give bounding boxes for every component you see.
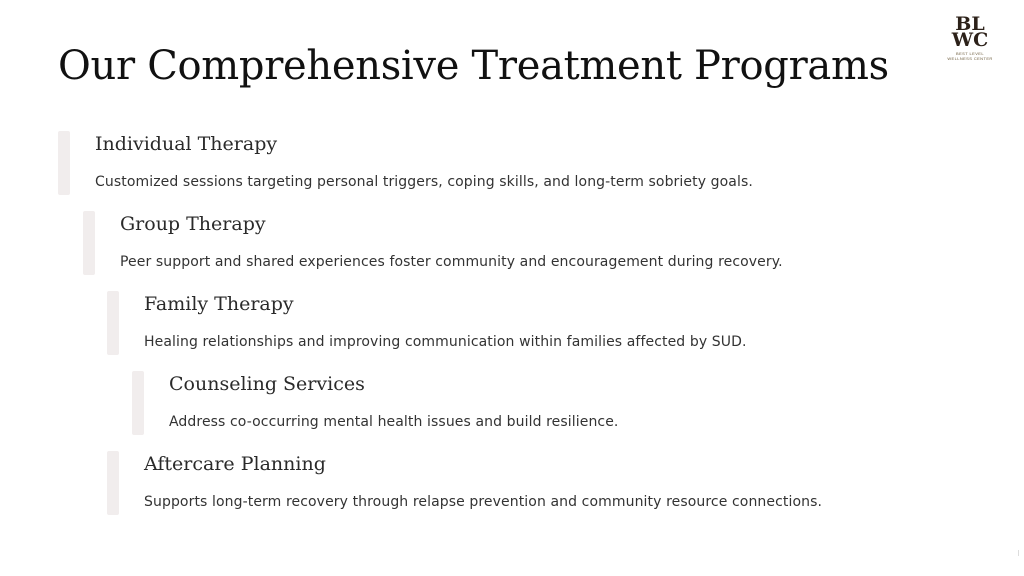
corner-divider — [1018, 550, 1019, 556]
program-title: Counseling Services — [169, 373, 365, 395]
program-accent-bar — [83, 211, 95, 275]
program-description: Customized sessions targeting personal triggers, coping skills, and long-term sobriety goals. — [95, 174, 753, 190]
program-title: Aftercare Planning — [144, 453, 326, 475]
program-accent-bar — [107, 291, 119, 355]
logo-subtitle-line1: BEST LEVEL — [956, 51, 984, 56]
program-title: Group Therapy — [120, 213, 266, 235]
page-title: Our Comprehensive Treatment Programs — [58, 43, 889, 89]
logo-subtitle — [940, 51, 1000, 61]
program-description: Peer support and shared experiences foster community and encouragement during recovery. — [120, 254, 783, 270]
program-accent-bar — [58, 131, 70, 195]
program-description: Healing relationships and improving communication within families affected by SUD. — [144, 334, 747, 350]
logo-monogram — [940, 13, 1000, 51]
logo-letters-bottom: WC — [951, 29, 989, 51]
program-description: Supports long-term recovery through relapse prevention and community resource connections. — [144, 494, 823, 510]
program-title: Family Therapy — [144, 293, 294, 315]
company-logo — [940, 13, 1000, 66]
program-description: Address co-occurring mental health issues and build resilience. — [169, 414, 619, 430]
program-accent-bar — [132, 371, 144, 435]
logo-letters-top: BL — [955, 13, 985, 35]
program-accent-bar — [107, 451, 119, 515]
logo-subtitle-line2: WELLNESS CENTER — [947, 56, 993, 61]
program-title: Individual Therapy — [95, 133, 278, 155]
